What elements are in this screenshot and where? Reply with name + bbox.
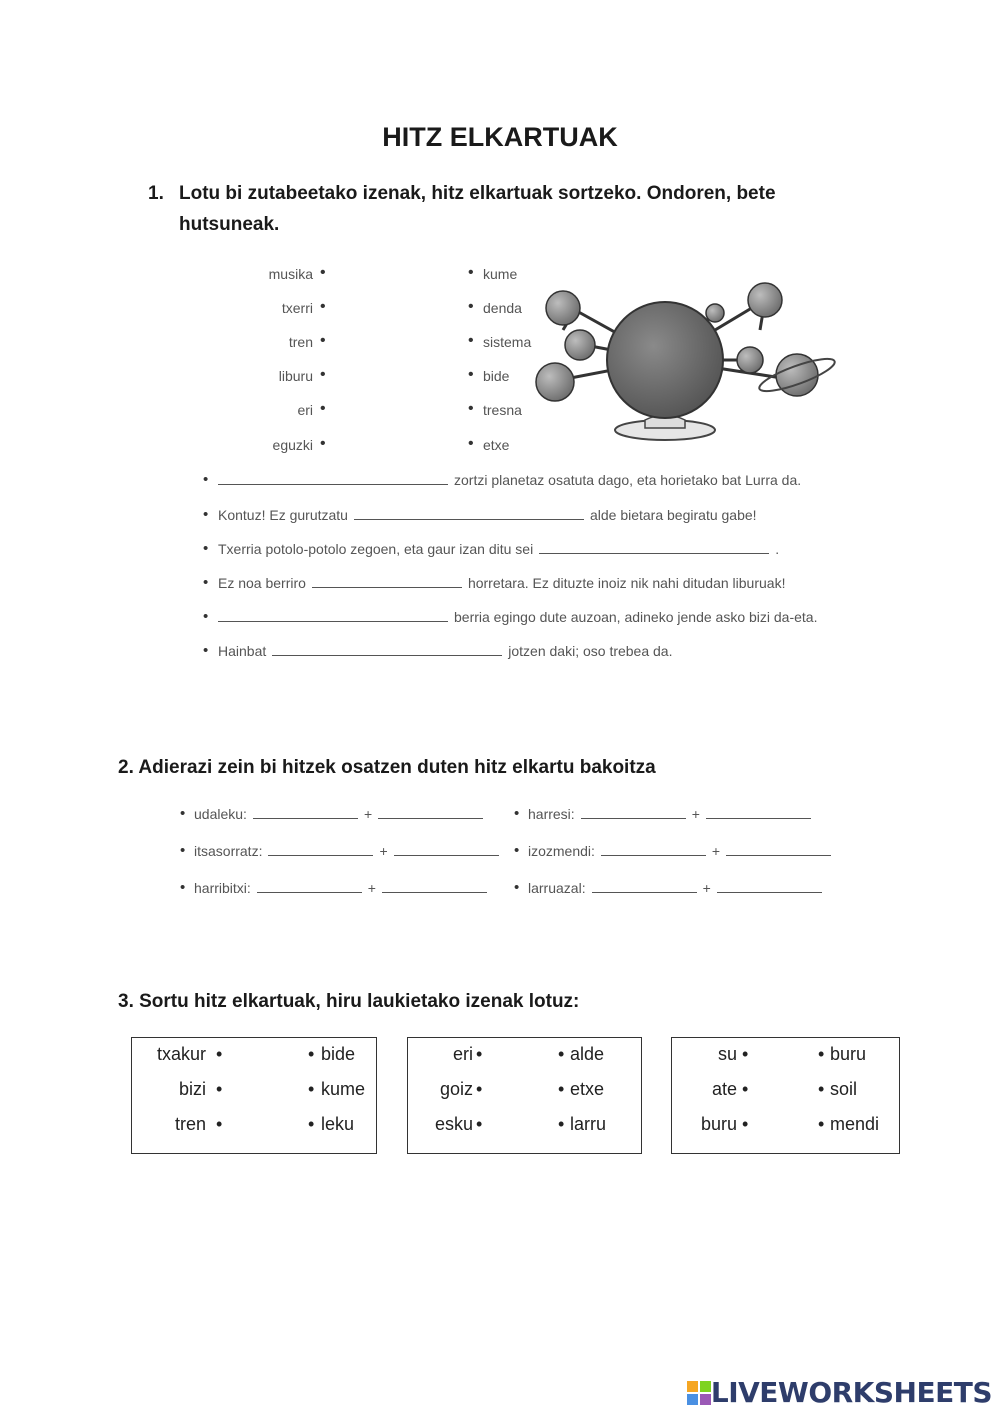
- liveworksheets-logo[interactable]: [687, 1376, 992, 1409]
- box-right-word: leku: [321, 1114, 355, 1134]
- sentence-after: berria egingo dute auzoan, adineko jende asko bizi da-eta.: [454, 609, 818, 625]
- answer-blank[interactable]: [354, 518, 584, 520]
- compound-item-larruazal: [514, 879, 828, 896]
- answer-blank[interactable]: [601, 854, 706, 856]
- box-left-dot[interactable]: •: [742, 1079, 749, 1099]
- compound-word: izozmendi:: [528, 843, 595, 859]
- bullet: •: [514, 805, 520, 822]
- box-right-word: larru: [570, 1114, 607, 1134]
- box-left-word: su: [717, 1044, 737, 1064]
- box-right-word: bide: [321, 1044, 356, 1064]
- right-word-etxe: etxe: [483, 437, 510, 453]
- plus-sign: +: [367, 880, 376, 896]
- box-left-word: buru: [700, 1114, 737, 1134]
- bullet: •: [203, 608, 209, 625]
- right-dot[interactable]: •: [468, 366, 474, 383]
- left-dot[interactable]: •: [320, 332, 326, 349]
- left-dot[interactable]: •: [320, 400, 326, 417]
- answer-blank[interactable]: [382, 891, 487, 893]
- compound-item-harribitxi: [180, 879, 493, 896]
- question-3-heading: 3. Sortu hitz elkartuak, hiru laukietako izenak lotuz:: [118, 991, 580, 1012]
- box-left-dot[interactable]: •: [216, 1044, 223, 1064]
- answer-blank[interactable]: [394, 854, 499, 856]
- question-2-heading: 2. Adierazi zein bi hitzek osatzen duten hitz elkartu bakoitza: [118, 757, 656, 778]
- box-left-dot[interactable]: •: [476, 1079, 483, 1099]
- compound-item-izozmendi: [514, 842, 837, 859]
- right-word-tresna: tresna: [483, 402, 522, 418]
- liveworksheets-logo-icon: [687, 1381, 711, 1405]
- sentence-after: alde bietara begiratu gabe!: [589, 507, 757, 523]
- right-dot[interactable]: •: [468, 400, 474, 417]
- right-dot[interactable]: •: [468, 264, 474, 281]
- right-word-sistema: sistema: [483, 334, 532, 350]
- left-word-txerri: txerri: [281, 300, 313, 316]
- answer-blank[interactable]: [726, 854, 831, 856]
- sentence-after: horretara. Ez dituzte inoiz nik nahi ditudan liburuak!: [467, 575, 786, 591]
- left-dot[interactable]: •: [320, 298, 326, 315]
- sentence-before: Txerria potolo-potolo zegoen, eta gaur izan ditu sei: [218, 541, 534, 557]
- box-right-dot[interactable]: •: [308, 1114, 315, 1134]
- compound-word: harribitxi:: [194, 880, 251, 896]
- bullet: •: [203, 471, 209, 488]
- box-left-word: esku: [434, 1114, 473, 1134]
- box-right-dot[interactable]: •: [818, 1114, 825, 1134]
- plus-sign: +: [691, 806, 700, 822]
- answer-blank[interactable]: [717, 891, 822, 893]
- box-left-dot[interactable]: •: [216, 1079, 223, 1099]
- answer-blank[interactable]: [312, 586, 462, 588]
- bullet: •: [203, 540, 209, 557]
- compound-item-itsasorratz: [180, 842, 505, 859]
- left-word-musika: musika: [268, 266, 313, 282]
- box-left-dot[interactable]: •: [742, 1044, 749, 1064]
- plus-sign: +: [702, 880, 711, 896]
- box-right-word: etxe: [570, 1079, 605, 1099]
- bullet: •: [203, 506, 209, 523]
- answer-blank[interactable]: [706, 817, 811, 819]
- box-right-word: buru: [830, 1044, 867, 1064]
- question-1-text: Lotu bi zutabeetako izenak, hitz elkartuak sortzeko. Ondoren, bete hutsuneak.: [179, 183, 776, 235]
- compound-word: harresi:: [528, 806, 575, 822]
- sentence-after: .: [775, 541, 780, 557]
- plus-sign: +: [363, 806, 373, 822]
- box-left-dot[interactable]: •: [742, 1114, 749, 1134]
- answer-blank[interactable]: [257, 891, 362, 893]
- box-right-dot[interactable]: •: [818, 1044, 825, 1064]
- answer-blank[interactable]: [592, 891, 697, 893]
- right-dot[interactable]: •: [468, 298, 474, 315]
- bullet: •: [180, 842, 186, 859]
- box-left-word: ate: [711, 1079, 737, 1099]
- box-right-word: alde: [570, 1044, 605, 1064]
- right-word-denda: denda: [483, 300, 522, 316]
- box-left-word: tren: [174, 1114, 206, 1134]
- word-box-3: [671, 1037, 900, 1154]
- sentence-before: Kontuz! Ez gurutzatu: [218, 507, 348, 523]
- left-dot[interactable]: •: [320, 435, 326, 452]
- question-1-heading: [148, 178, 868, 240]
- sentence-after: zortzi planetaz osatuta dago, eta horietako bat Lurra da.: [454, 472, 802, 488]
- answer-blank[interactable]: [581, 817, 686, 819]
- box-right-dot[interactable]: •: [818, 1079, 825, 1099]
- bullet: •: [180, 805, 186, 822]
- left-dot[interactable]: •: [320, 366, 326, 383]
- logo-text: LIVEWORKSHEETS: [710, 1376, 992, 1409]
- sentence-6: [203, 642, 673, 659]
- answer-blank[interactable]: [539, 552, 769, 554]
- left-word-eri: eri: [297, 402, 313, 418]
- right-dot[interactable]: •: [468, 435, 474, 452]
- sentence-after: jotzen daki; oso trebea da.: [508, 643, 673, 659]
- sentence-before: Hainbat: [218, 643, 267, 659]
- bullet: •: [514, 879, 520, 896]
- left-word-eguzki: eguzki: [272, 437, 313, 453]
- box-right-dot[interactable]: •: [558, 1114, 565, 1134]
- box-left-word: bizi: [178, 1079, 206, 1099]
- solar-system-model-illustration: [535, 270, 845, 450]
- answer-blank[interactable]: [253, 817, 358, 819]
- sentence-before: Ez noa berriro: [218, 575, 306, 591]
- answer-blank[interactable]: [378, 817, 483, 819]
- box-left-dot[interactable]: •: [216, 1114, 223, 1134]
- answer-blank[interactable]: [268, 854, 373, 856]
- box-right-dot[interactable]: •: [558, 1079, 565, 1099]
- sentence-2: [203, 506, 757, 523]
- box-left-word: eri: [452, 1044, 473, 1064]
- box-left-dot[interactable]: •: [476, 1044, 483, 1064]
- word-box-1: [131, 1037, 377, 1154]
- box-right-word: kume: [321, 1079, 366, 1099]
- compound-word: larruazal:: [528, 880, 586, 896]
- question-1-number: 1.: [148, 183, 164, 204]
- bullet: •: [514, 842, 520, 859]
- box-left-word: txakur: [156, 1044, 206, 1064]
- box-right-dot[interactable]: •: [308, 1079, 315, 1099]
- bullet: •: [203, 642, 209, 659]
- right-word-kume: kume: [483, 266, 518, 282]
- compound-item-udaleku: [180, 805, 489, 822]
- box-right-dot[interactable]: •: [558, 1044, 565, 1064]
- left-dot[interactable]: •: [320, 264, 326, 281]
- plus-sign: +: [379, 843, 388, 859]
- word-box-2: [407, 1037, 642, 1154]
- answer-blank[interactable]: [272, 654, 502, 656]
- sentence-5: [203, 608, 817, 625]
- box-right-word: mendi: [830, 1114, 880, 1134]
- bullet: •: [203, 574, 209, 591]
- left-word-liburu: liburu: [278, 368, 313, 384]
- box-left-dot[interactable]: •: [476, 1114, 483, 1134]
- box-left-word: goiz: [439, 1079, 473, 1099]
- sentence-3: [203, 540, 779, 557]
- answer-blank[interactable]: [218, 483, 448, 485]
- right-word-bide: bide: [483, 368, 510, 384]
- sentence-4: [203, 574, 785, 591]
- compound-word: udaleku:: [194, 806, 247, 822]
- page-title: HITZ ELKARTUAK: [382, 122, 618, 152]
- plus-sign: +: [711, 843, 721, 859]
- sentence-1: [203, 471, 801, 488]
- bullet: •: [180, 879, 186, 896]
- box-right-dot[interactable]: •: [308, 1044, 315, 1064]
- left-word-tren: tren: [288, 334, 313, 350]
- right-dot[interactable]: •: [468, 332, 474, 349]
- compound-item-harresi: [514, 805, 817, 822]
- compound-word: itsasorratz:: [194, 843, 263, 859]
- answer-blank[interactable]: [218, 620, 448, 622]
- box-right-word: soil: [830, 1079, 858, 1099]
